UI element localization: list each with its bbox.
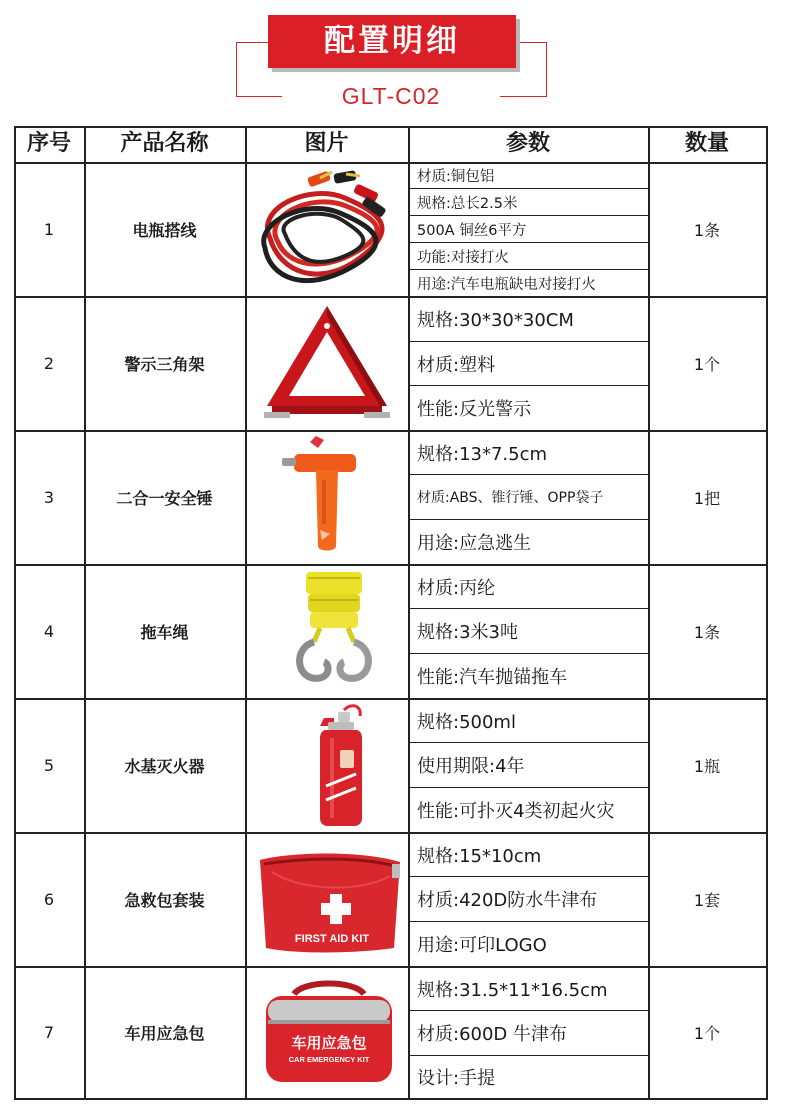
bag-sublabel: CAR EMERGENCY KIT xyxy=(288,1055,370,1064)
first-aid-kit-image xyxy=(252,842,404,956)
product-name: 二合一安全锤 xyxy=(116,488,213,508)
param-line: 性能:汽车抛锚拖车 xyxy=(417,667,568,688)
header-frame-bottom-right xyxy=(500,96,547,97)
bag-label: 车用应急包 xyxy=(291,1034,367,1052)
row-index: 7 xyxy=(43,1022,55,1042)
row-index: 5 xyxy=(43,755,55,775)
product-name: 警示三角架 xyxy=(124,354,205,374)
jumper-cables-image xyxy=(250,168,404,290)
col-header-image: 图片 xyxy=(304,131,349,156)
safety-hammer-image xyxy=(276,434,376,560)
param-line: 材质:600D 牛津布 xyxy=(417,1024,568,1045)
product-name: 电瓶搭线 xyxy=(132,220,197,240)
param-line: 规格:总长2.5米 xyxy=(417,195,518,212)
product-name: 急救包套装 xyxy=(124,890,205,910)
param-line: 规格:13*7.5cm xyxy=(417,443,548,465)
param-line: 材质:铜包铝 xyxy=(417,169,495,185)
warning-triangle-image xyxy=(262,302,392,424)
param-line: 材质:丙纶 xyxy=(417,577,496,599)
product-name: 拖车绳 xyxy=(140,622,189,642)
row-index: 1 xyxy=(43,219,55,239)
quantity: 1瓶 xyxy=(693,756,721,776)
param-line: 性能:可扑灭4类初起火灾 xyxy=(417,801,615,822)
product-name: 车用应急包 xyxy=(124,1023,205,1043)
col-header-qty: 数量 xyxy=(684,131,729,156)
col-header-name: 产品名称 xyxy=(120,131,209,156)
fire-extinguisher-image xyxy=(304,700,374,830)
row-index: 3 xyxy=(43,487,55,507)
col-header-index: 序号 xyxy=(26,131,71,156)
quantity: 1条 xyxy=(693,220,721,240)
param-line: 材质:ABS、锥行锤、OPP袋子 xyxy=(417,490,604,506)
quantity: 1个 xyxy=(693,1023,721,1043)
param-line: 规格:31.5*11*16.5cm xyxy=(417,979,608,1001)
col-header-params: 参数 xyxy=(505,131,550,156)
quantity: 1把 xyxy=(693,488,721,508)
param-line: 500A 铜丝6平方 xyxy=(417,222,527,239)
page-title: 配置明细 xyxy=(324,23,460,59)
row-index: 2 xyxy=(43,353,55,373)
param-line: 用途:可印LOGO xyxy=(417,935,547,956)
param-line: 功能:对接打火 xyxy=(417,249,509,266)
param-line: 使用期限:4年 xyxy=(417,756,525,777)
row-index: 6 xyxy=(43,889,55,909)
param-line: 材质:420D防水牛津布 xyxy=(417,890,598,911)
config-table xyxy=(14,126,767,1100)
param-line: 用途:汽车电瓶缺电对接打火 xyxy=(417,276,596,293)
model-number: GLT-C02 xyxy=(341,83,441,109)
quantity: 1条 xyxy=(693,622,721,642)
param-line: 设计:手提 xyxy=(417,1068,496,1089)
param-line: 规格:500ml xyxy=(417,711,516,733)
param-line: 规格:15*10cm xyxy=(417,845,542,867)
param-line: 规格:3米3吨 xyxy=(417,622,518,643)
param-line: 规格:30*30*30CM xyxy=(417,310,574,331)
param-line: 用途:应急逃生 xyxy=(417,533,532,554)
quantity: 1个 xyxy=(693,354,721,374)
car-emergency-bag-image xyxy=(254,978,404,1090)
param-line: 性能:反光警示 xyxy=(417,399,532,420)
quantity: 1套 xyxy=(693,890,721,910)
tow-rope-image xyxy=(284,568,384,694)
param-line: 材质:塑料 xyxy=(417,354,496,376)
first-aid-kit-label: FIRST AID KIT xyxy=(294,933,370,945)
product-name: 水基灭火器 xyxy=(124,756,205,776)
header-frame-bottom-left xyxy=(236,96,282,97)
row-index: 4 xyxy=(43,621,55,641)
